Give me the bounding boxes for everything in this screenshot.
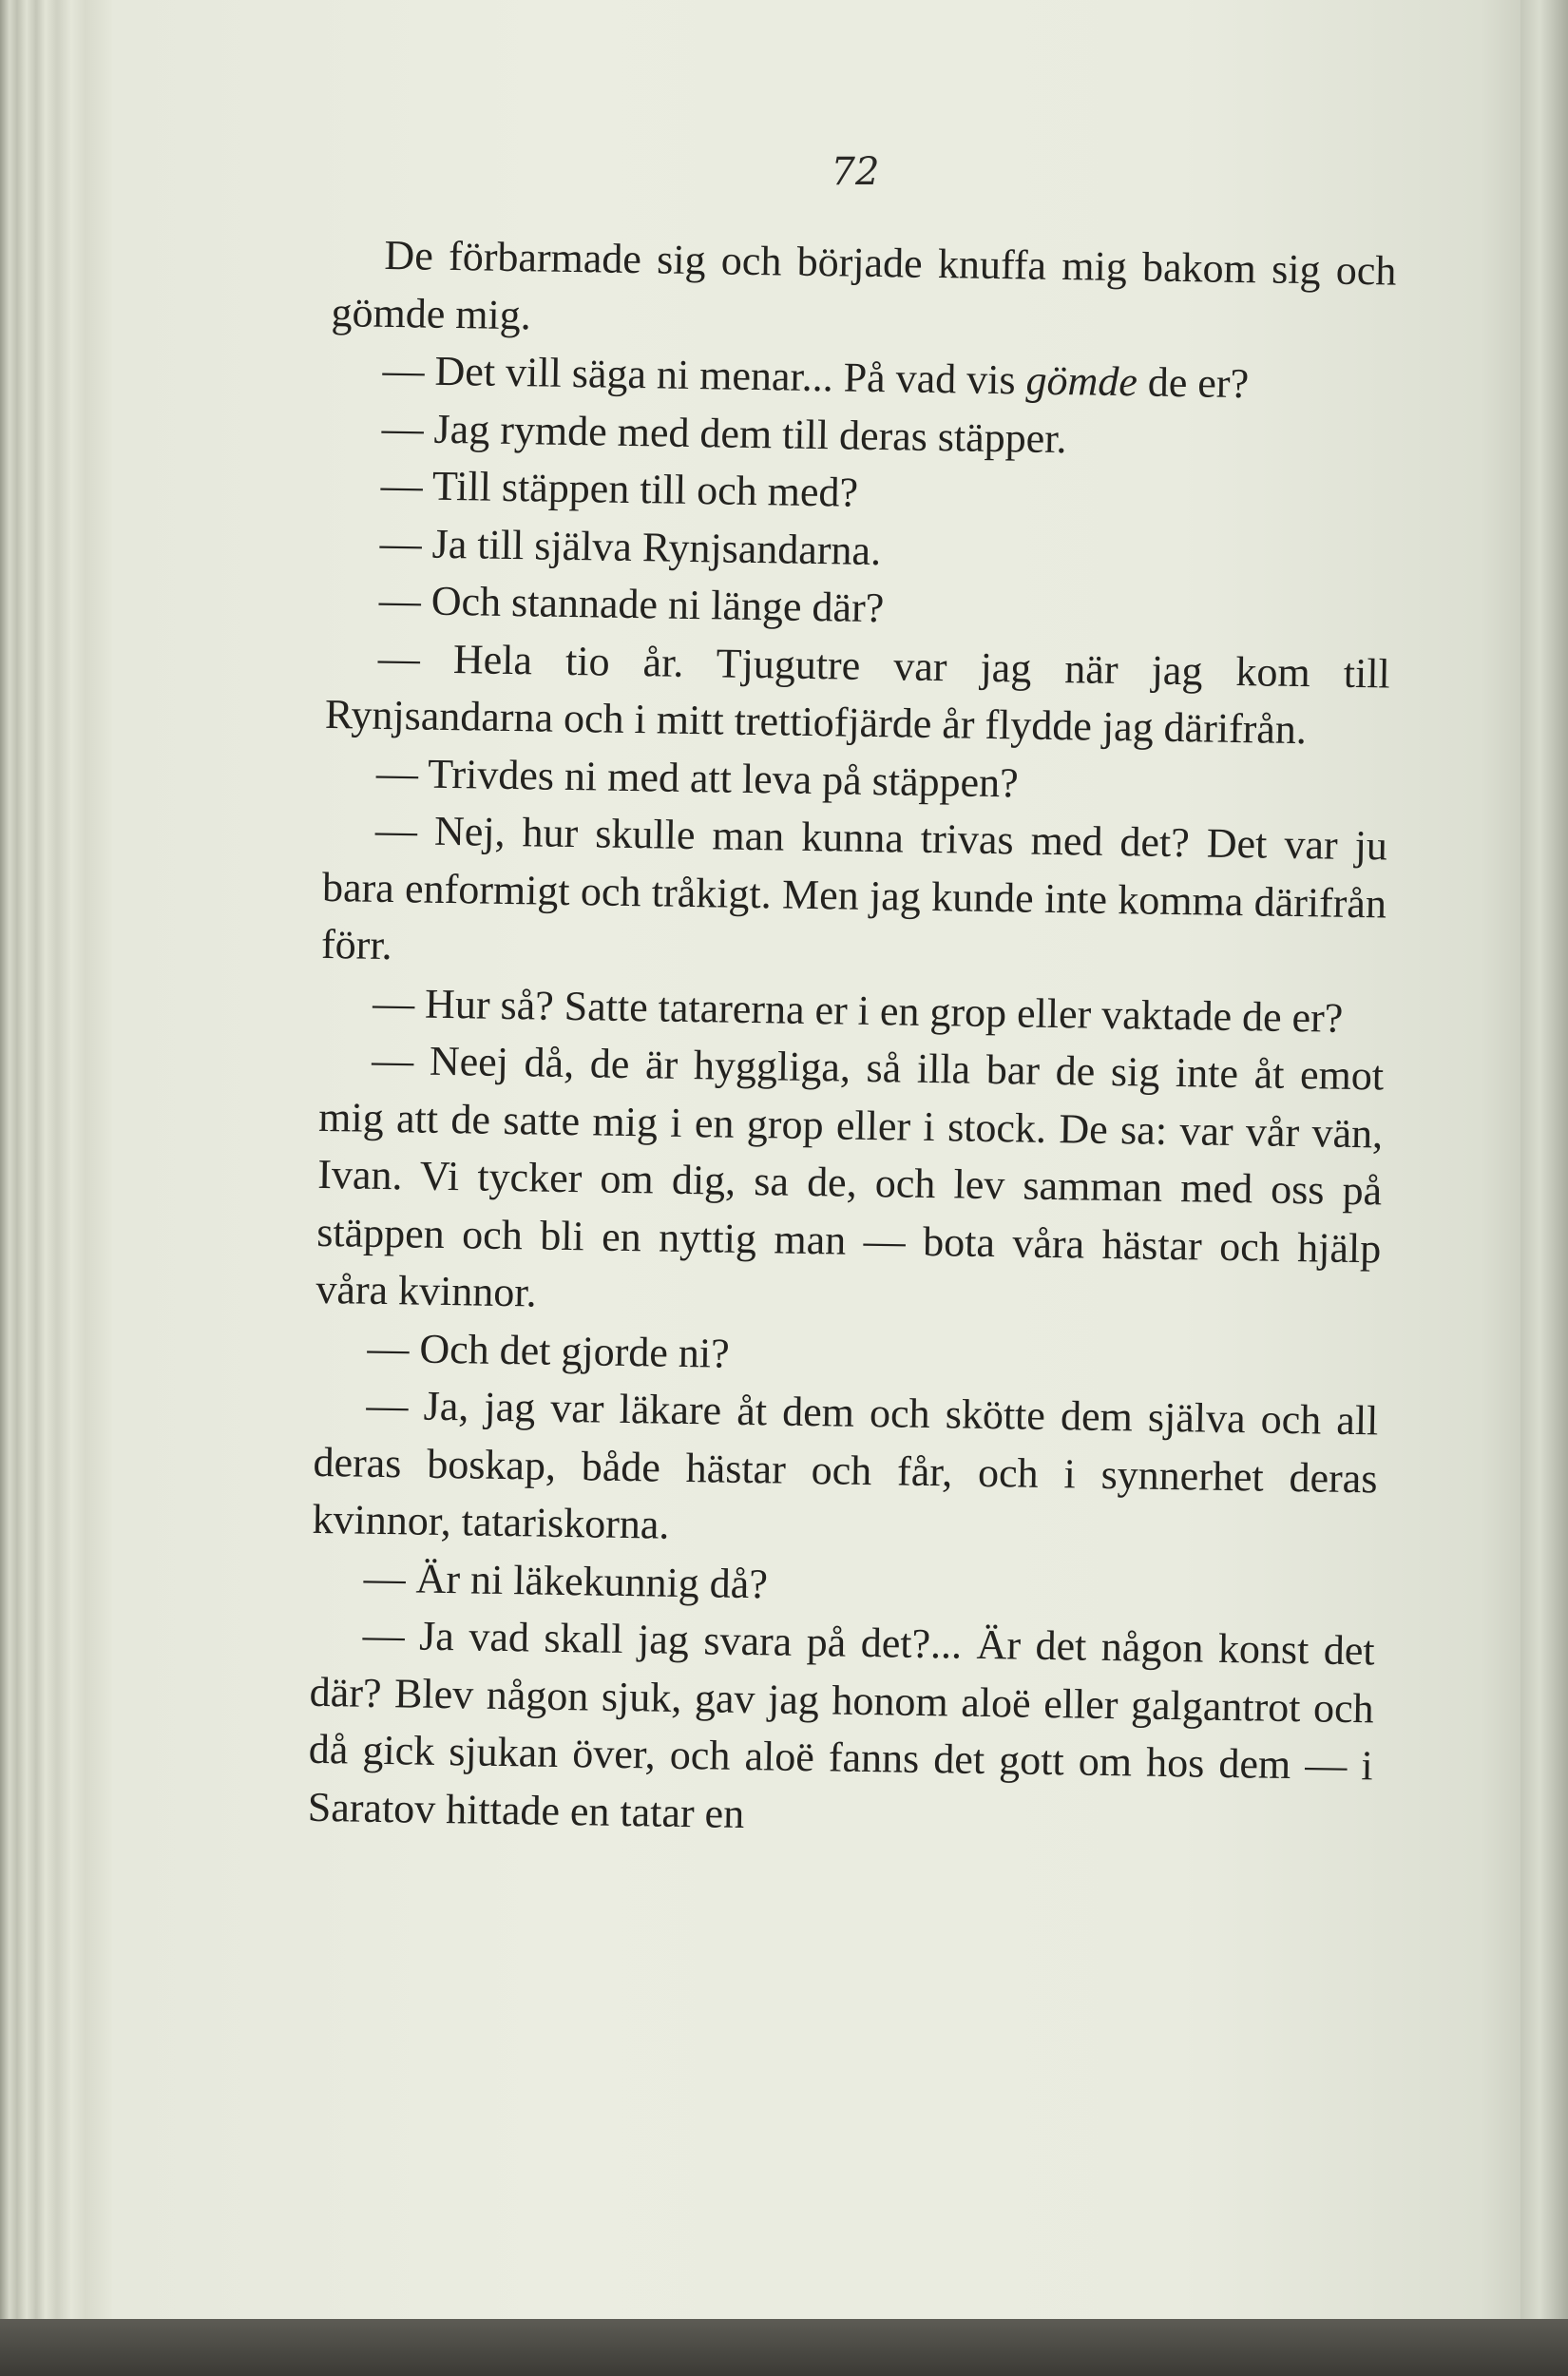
paragraph: — Hela tio år. Tjugutre var jag när jag kom till Rynjsandarna och i mitt trettiofjärde år flydde jag därifrån.: [324, 634, 1391, 754]
paragraph: — Hur så? Satte tatarerna er i en grop eller vaktade de er?: [372, 979, 1344, 1042]
paragraph: — Till stäppen till och med?: [380, 461, 859, 516]
paragraph: — Ja vad skall jag svara på det?... Är det någon konst det där? Blev någon sjuk, gav jag honom aloë eller galgantrot och då gick sjukan över, och aloë fanns det gott om hos dem — i Saratov hittade en tatar en: [307, 1611, 1375, 1837]
paragraph-text: — Det vill säga ni menar... På vad vis: [382, 346, 1026, 404]
paragraph: — Trivdes ni med att leva på stäppen?: [375, 749, 1020, 806]
body-text: [307, 226, 1396, 1852]
italic-word: gömde: [1025, 356, 1138, 406]
paragraph: — Jag rymde med dem till deras stäpper.: [381, 404, 1067, 462]
paragraph-text: de er?: [1137, 358, 1250, 408]
bottom-strip: [0, 2319, 1568, 2376]
page-right-edge: [1520, 0, 1568, 2324]
page-stack-edge: [0, 0, 114, 2376]
paragraph: — Är ni läkekunnig då?: [363, 1554, 769, 1607]
paragraph: — Ja, jag var läkare åt dem och skötte dem själva och all deras boskap, både hästar och får, och i synnerhet deras kvinnor, tatariskorna.: [312, 1381, 1379, 1548]
paragraph: — Och det gjorde ni?: [367, 1324, 731, 1377]
paragraph: — Nej, hur skulle man kunna trivas med det? Det var ju bara enformigt och tråkigt. Men jag kunde inte komma därifrån förr.: [320, 806, 1388, 969]
paragraph: — Ja till själva Rynjsandarna.: [379, 519, 882, 574]
paragraph: De förbarmade sig och började knuffa mig bakom sig och gömde mig.: [331, 231, 1397, 338]
page-number: 72: [831, 150, 880, 194]
paragraph: — Neej då, de är hyggliga, så illa bar de sig inte åt emot mig att de satte mig i en grop eller i stock. De sa: var vår vän, Ivan. Vi tycker om dig, sa de, och lev samman med oss på stäppen och bli en nyttig man — bota våra hästar och hjälp våra kvinnor.: [316, 1036, 1385, 1316]
paragraph: — Och stannade ni länge där?: [378, 576, 885, 632]
